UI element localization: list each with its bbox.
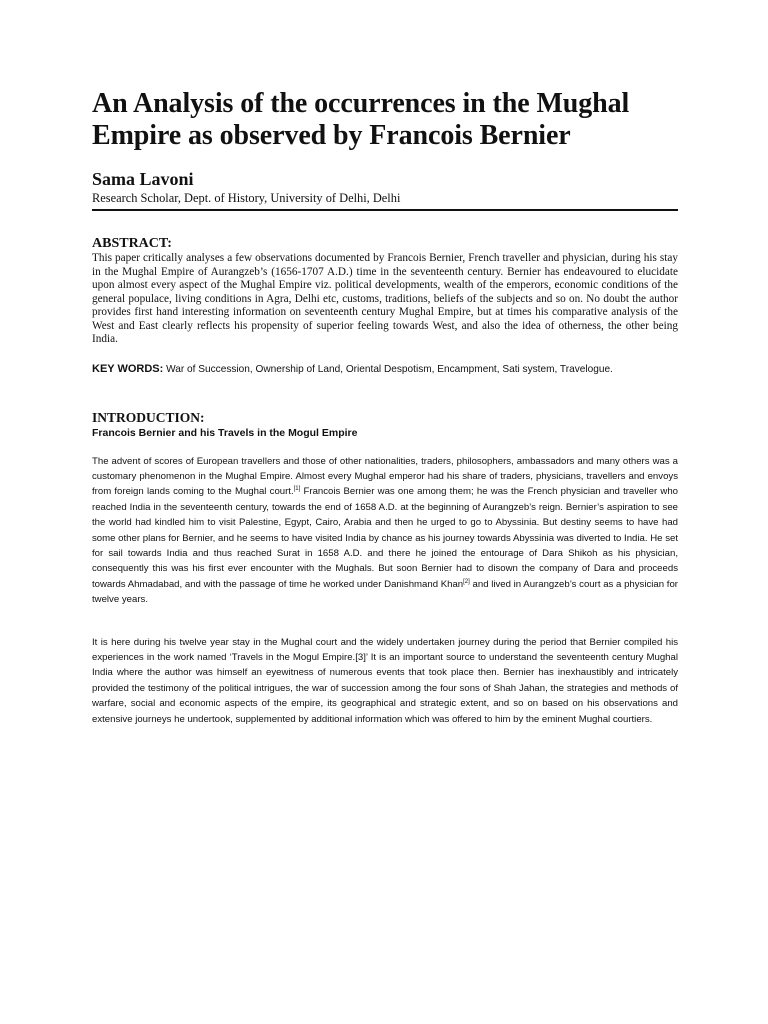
para1-text-2: Francois Bernier was one among them; he was the French physician and traveller who reached India in the seventeenth century, towards the end of 1658 A.D. at the beginning of Aurangzeb’s reign. Bernier’s aspiration to see the world had kindled him to visit Palestine, Egypt, Cairo, Arabia and then he urged to go to Abyssinia. But destiny seems to have had some other plans for Bernier, and he seems to have visited India by chance as his journey towards Abyssinia was diverted to India. He set for sail towards India and thus reached Surat in 1658 A.D. and there he joined the entourage of Dara Shikoh as his physician, consequently this was his first ever encounter with the Mughals. But soon Bernier had to disown the company of Dara and proceeds towards Ahmadabad, and with the passage of time he worked under Danishmand Khan [92, 486, 678, 590]
introduction-heading: INTRODUCTION: [92, 409, 205, 425]
introduction-paragraph-1 [92, 454, 678, 608]
document-page [92, 88, 678, 727]
keywords-text: War of Succession, Ownership of Land, Oriental Despotism, Encampment, Sati system, Travelogue. [163, 363, 613, 375]
para1-text-1: The advent of scores of European travellers and those of other nationalities, traders, philosophers, ambassadors and many others was a customary phenomenon in the Mughal Empire. Almost every Mughal emperor had his share of traders, physicians, travellers and envoys from foreign lands coming to the Mughal court. [92, 455, 678, 498]
paper-title: An Analysis of the occurrences in the Mughal Empire as observed by Francois Bernier [92, 88, 630, 151]
abstract-text: This paper critically analyses a few observations documented by Francois Bernier, French traveller and physician, during his stay in the Mughal Empire of Aurangzeb’s (1656-1707 A.D.) time in the seventeenth century. Bernier has endeavoured to elucidate upon almost every aspect of the Mughal Empire viz. political developments, wealth of the emperors, economic conditions of the general populace, living conditions in Agra, Delhi etc, customs, traditions, beliefs of the subjects and so on. No doubt the author provides first hand interesting information on seventeenth century Mughal Empire, but at times his comparative analysis of the West and East clearly reflects his propensity of superior feeling towards West, and also the idea of otherness, the other being India. [92, 252, 678, 345]
para1-text-3: and lived in Aurangzeb’s court as a physician for twelve years. [92, 578, 678, 606]
keywords-label: KEY WORDS: [92, 362, 164, 375]
introduction-paragraph-2: It is here during his twelve year stay in the Mughal court and the widely undertaken journey during the period that Bernier compiled his experiences in the work named ‘Travels in the Mogul Empire.[3]’ It is an important source to understand the seventeenth century Mughal India where the author was himself an eyewitness of numerous events that took place then. Bernier has inexhaustibly and intricately provided the testimony of the political intrigues, the war of succession among the four sons of Shah Jahan, the strategies and methods of warfare, social and economic aspects of the empire, its geographical and strategic extent, and so on based on his observations and extensive journeys he undertook, supplemented by additional information which was offered to him by the eminent Mughal courtiers. [92, 636, 678, 725]
author-name: Sama Lavoni [92, 169, 194, 189]
introduction-subheading: Francois Bernier and his Travels in the Mogul Empire [92, 426, 358, 439]
abstract-heading: ABSTRACT: [92, 236, 172, 251]
title-divider [92, 209, 678, 211]
keywords-line [92, 362, 678, 377]
footnote-ref-1[interactable]: [1] [293, 486, 301, 493]
author-affiliation: Research Scholar, Dept. of History, University of Delhi, Delhi [92, 191, 401, 205]
footnote-ref-2[interactable]: [2] [463, 578, 470, 585]
